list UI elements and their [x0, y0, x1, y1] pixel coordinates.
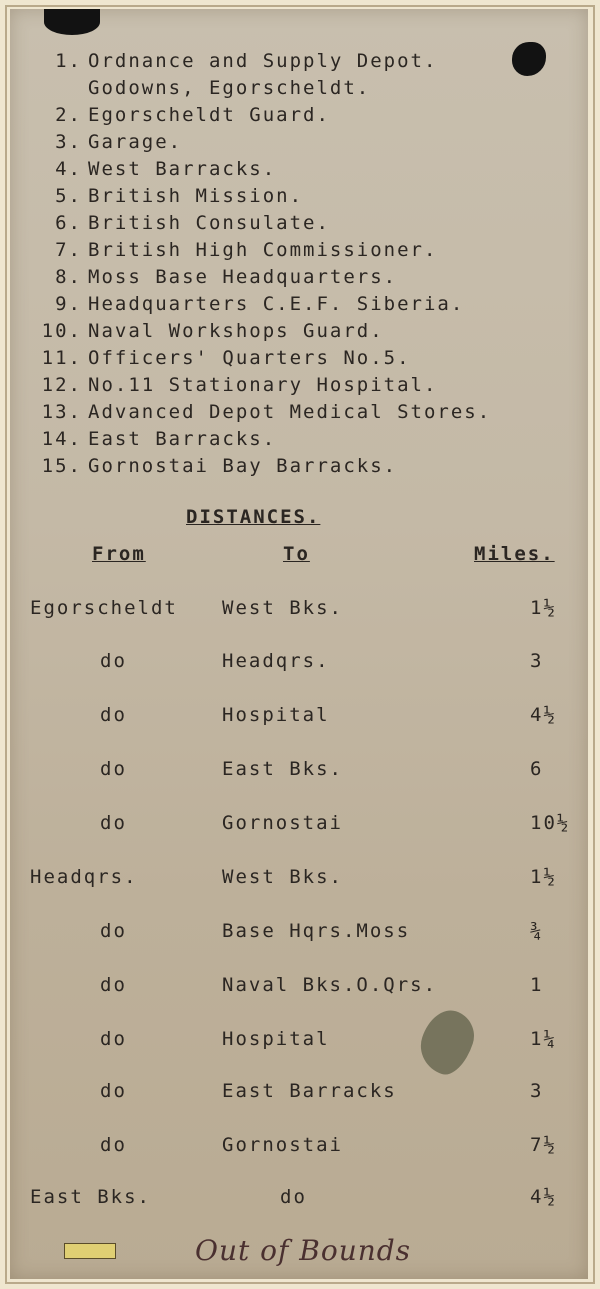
distance-to-cell: Base Hqrs.Moss	[222, 920, 411, 942]
legend-item-number: 5.	[55, 185, 82, 207]
legend-item-text: British High Commissioner.	[88, 239, 438, 261]
distance-from-cell: East Bks.	[30, 1186, 151, 1208]
legend-item-text: West Barracks.	[88, 158, 277, 180]
torn-hole	[44, 9, 100, 35]
legend-item	[41, 428, 277, 450]
distance-miles-cell: 4½	[530, 1186, 557, 1208]
legend-item-text: East Barracks.	[88, 428, 277, 450]
legend-item-text: No.11 Stationary Hospital.	[88, 374, 438, 396]
legend-item	[55, 212, 330, 234]
legend-item	[55, 293, 465, 315]
header-miles: Miles.	[474, 543, 555, 565]
distance-to-cell: Gornostai	[222, 1134, 343, 1156]
distance-to-cell: Hospital	[222, 1028, 330, 1050]
legend-item-text: Gornostai Bay Barracks.	[88, 455, 398, 477]
distance-to-cell: Hospital	[222, 704, 330, 726]
legend-item	[55, 104, 330, 126]
legend-item-text: Naval Workshops Guard.	[88, 320, 384, 342]
legend-item	[55, 131, 183, 153]
distance-from-cell: do	[100, 812, 127, 834]
distance-miles-cell: 10½	[530, 812, 571, 834]
legend-item-number: 3.	[55, 131, 82, 153]
distance-from-cell: Egorscheldt	[30, 597, 178, 619]
legend-item-text: Officers' Quarters No.5.	[88, 347, 411, 369]
distance-from-cell: do	[100, 920, 127, 942]
distance-miles-cell: 1	[530, 974, 544, 996]
legend-item	[41, 401, 492, 423]
legend-item-text: Advanced Depot Medical Stores.	[88, 401, 492, 423]
distance-miles-cell: 3	[530, 1080, 544, 1102]
legend-item-text: British Mission.	[88, 185, 304, 207]
distance-miles-cell: 7½	[530, 1134, 557, 1156]
distances-title: DISTANCES.	[186, 506, 321, 528]
distance-miles-cell: 1½	[530, 597, 557, 619]
legend-item	[88, 77, 370, 99]
distance-from-cell: do	[100, 974, 127, 996]
legend-item-number: 12.	[41, 374, 82, 396]
distance-from-cell: do	[100, 1028, 127, 1050]
legend-item-text: British Consulate.	[88, 212, 330, 234]
legend-item-number: 13.	[41, 401, 82, 423]
legend-item-number: 2.	[55, 104, 82, 126]
legend-item-number: 7.	[55, 239, 82, 261]
out-of-bounds-label: Out of Bounds	[195, 1234, 412, 1267]
legend-item-number: 1.	[55, 50, 82, 72]
distance-miles-cell: 4½	[530, 704, 557, 726]
legend-item	[55, 185, 304, 207]
distance-to-cell: East Bks.	[222, 758, 343, 780]
legend-item-text: Ordnance and Supply Depot.	[88, 50, 438, 72]
legend-item-number: 6.	[55, 212, 82, 234]
header-from: From	[92, 543, 146, 565]
legend-item-number: 15.	[41, 455, 82, 477]
legend-item	[41, 320, 384, 342]
distance-from-cell: Headqrs.	[30, 866, 138, 888]
legend-item-number: 8.	[55, 266, 82, 288]
distance-from-cell: do	[100, 758, 127, 780]
distance-to-cell: West Bks.	[222, 866, 343, 888]
legend-item-number: 9.	[55, 293, 82, 315]
legend-item-text: Godowns, Egorscheldt.	[88, 77, 371, 99]
legend-item-text: Headquarters C.E.F. Siberia.	[88, 293, 465, 315]
legend-item	[55, 158, 277, 180]
legend-item-text: Egorscheldt Guard.	[88, 104, 330, 126]
legend-item	[41, 374, 438, 396]
distance-to-cell: Headqrs.	[222, 650, 330, 672]
legend-item	[55, 266, 398, 288]
legend-item	[55, 50, 438, 72]
legend-item-number: 11.	[41, 347, 82, 369]
out-of-bounds-swatch	[64, 1243, 116, 1259]
legend-item-number: 10.	[41, 320, 82, 342]
distance-miles-cell: 6	[530, 758, 544, 780]
distance-miles-cell: ¾	[530, 920, 544, 942]
distance-from-cell: do	[100, 650, 127, 672]
header-to: To	[283, 543, 310, 565]
distance-to-cell: Gornostai	[222, 812, 343, 834]
distance-from-cell: do	[100, 1080, 127, 1102]
legend-item-text: Moss Base Headquarters.	[88, 266, 398, 288]
legend-item	[41, 347, 411, 369]
distance-miles-cell: 1½	[530, 866, 557, 888]
distance-to-cell: West Bks.	[222, 597, 343, 619]
distance-to-cell: Naval Bks.O.Qrs.	[222, 974, 438, 996]
distance-to-cell: East Barracks	[222, 1080, 397, 1102]
legend-item-number: 4.	[55, 158, 82, 180]
distance-miles-cell: 3	[530, 650, 544, 672]
distance-to-cell: do	[280, 1186, 307, 1208]
distance-from-cell: do	[100, 1134, 127, 1156]
legend-item	[41, 455, 398, 477]
distance-miles-cell: 1¼	[530, 1028, 557, 1050]
legend-item-text: Garage.	[88, 131, 183, 153]
legend-item	[55, 239, 438, 261]
distance-from-cell: do	[100, 704, 127, 726]
legend-item-number: 14.	[41, 428, 82, 450]
